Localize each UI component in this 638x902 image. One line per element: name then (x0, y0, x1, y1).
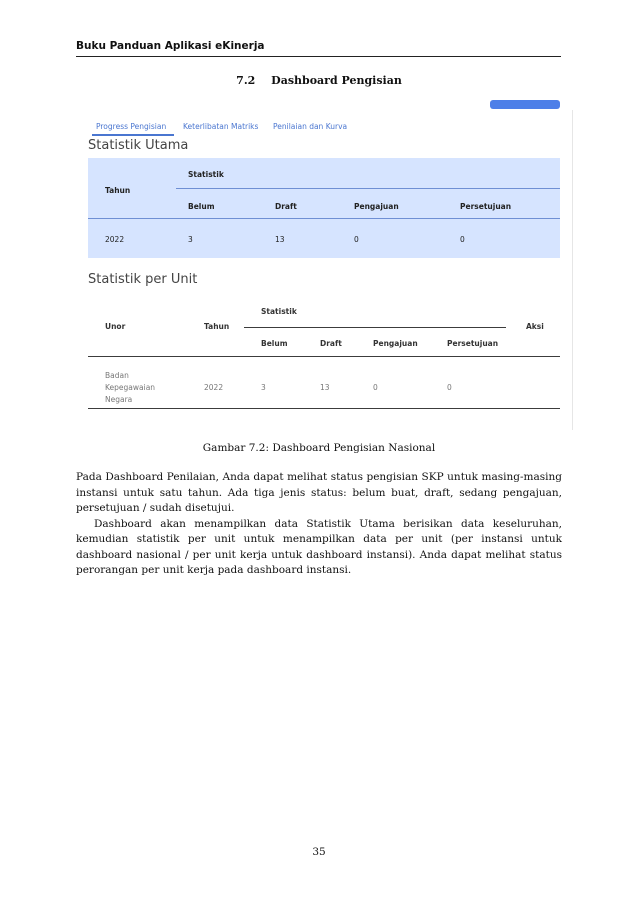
section-heading: Dashboard Pengisian (271, 74, 402, 87)
cell-unor-line-2: Kepegawaian (105, 383, 156, 392)
header-statistik: Statistik (261, 307, 297, 316)
cell-draft: 13 (320, 383, 330, 392)
header-tahun: Tahun (105, 186, 131, 195)
active-tab-indicator (92, 134, 174, 136)
running-header: Buku Panduan Aplikasi eKinerja (76, 40, 561, 57)
cell-unor-line-3: Negara (105, 395, 133, 404)
cell-persetujuan: 0 (447, 383, 452, 392)
cell-tahun: 2022 (204, 383, 224, 392)
cell-unor-line-1: Badan (105, 371, 129, 380)
header-tahun: Tahun (204, 322, 230, 331)
header-draft: Draft (320, 339, 342, 348)
tab-bar (88, 122, 568, 136)
cell-belum: 3 (188, 235, 193, 244)
dashboard-screenshot (88, 100, 574, 430)
cell-draft: 13 (275, 235, 285, 244)
section-title (0, 74, 638, 87)
header-aksi: Aksi (526, 322, 544, 331)
figure-caption: Gambar 7.2: Dashboard Pengisian Nasional (202, 442, 436, 454)
header-persetujuan: Persetujuan (447, 339, 499, 348)
header-statistik: Statistik (188, 170, 224, 179)
table-bottom-border (88, 408, 560, 409)
header-persetujuan: Persetujuan (460, 202, 512, 211)
cell-pengajuan: 0 (354, 235, 359, 244)
paragraph-1: Pada Dashboard Penilaian, Anda dapat melihat status pengisian SKP untuk masing-masing instansi untuk satu tahun. Ada tiga jenis status: belum buat, draft, sedang pengajuan, persetujuan / sudah disetujui. (76, 471, 562, 514)
cell-persetujuan: 0 (460, 235, 465, 244)
row-divider (88, 218, 560, 219)
header-unor: Unor (105, 322, 126, 331)
frame-border (572, 110, 573, 430)
paragraph-2: Dashboard akan menampilkan data Statistik Utama berisikan data keseluruhan, kemudian statistik per unit untuk menampilkan data per unit (per instansi untuk dashboard nasional / per unit kerja untuk dashboard instansi). Anda dapat melihat status perorangan per unit kerja pada dashboard instansi. (76, 517, 562, 576)
row-divider (88, 356, 560, 357)
statistik-per-unit-table (88, 300, 560, 410)
statistik-utama-title: Statistik Utama (88, 138, 189, 153)
statistik-per-unit-title: Statistik per Unit (88, 272, 198, 287)
section-number: 7.2 (236, 74, 256, 87)
tab-keterlibatan-matriks[interactable]: Keterlibatan Matriks (183, 122, 259, 131)
cell-belum: 3 (261, 383, 266, 392)
header-divider (244, 327, 506, 328)
top-action-button[interactable] (490, 100, 560, 109)
statistik-utama-table (88, 158, 560, 258)
header-belum: Belum (261, 339, 288, 348)
body-text (76, 470, 562, 579)
cell-pengajuan: 0 (373, 383, 378, 392)
tab-progress-pengisian[interactable]: Progress Pengisian (96, 122, 167, 131)
header-belum: Belum (188, 202, 215, 211)
header-divider (176, 188, 560, 189)
header-pengajuan: Pengajuan (373, 339, 418, 348)
header-draft: Draft (275, 202, 297, 211)
header-pengajuan: Pengajuan (354, 202, 399, 211)
page-number: 35 (312, 846, 326, 858)
tab-penilaian-dan-kurva[interactable]: Penilaian dan Kurva (273, 122, 348, 131)
cell-tahun: 2022 (105, 235, 125, 244)
